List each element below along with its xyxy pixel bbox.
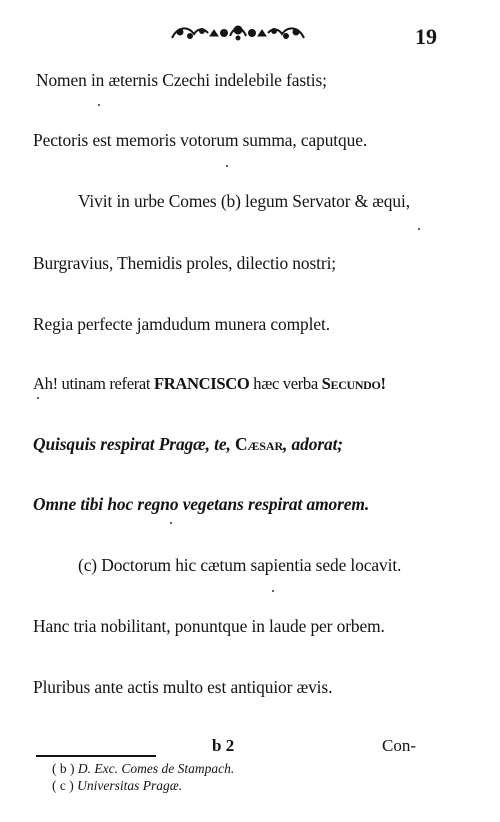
verse-line: Hanc tria nobilitant, ponuntque in laude per orbem. bbox=[33, 616, 385, 636]
footnote-mark: ( c ) bbox=[52, 778, 74, 793]
text-run: Quisquis respirat Pragæ, te, bbox=[33, 434, 235, 454]
verse-line: Nomen in æternis Czechi indelebile fastis; bbox=[36, 70, 327, 90]
floral-ornament-icon bbox=[168, 20, 308, 46]
print-speck bbox=[37, 397, 39, 399]
print-speck bbox=[418, 228, 420, 230]
footnote-text: D. Exc. Comes de Stampach. bbox=[77, 761, 235, 776]
footnote-mark: ( b ) bbox=[52, 761, 75, 776]
text-run: , adorat; bbox=[283, 434, 343, 454]
verse-line: Vivit in urbe Comes (b) legum Servator & æqui, bbox=[78, 191, 410, 211]
verse-line: Regia perfecte jamdudum munera complet. bbox=[33, 314, 330, 334]
verse-line bbox=[33, 372, 386, 396]
verse-line: Omne tibi hoc regno vegetans respirat amorem. bbox=[33, 494, 370, 514]
page-number: 19 bbox=[415, 24, 437, 49]
verse-line: Burgravius, Themidis proles, dilectio nostri; bbox=[33, 253, 337, 273]
print-speck bbox=[170, 522, 172, 524]
small-caps-text: Secundo! bbox=[321, 374, 386, 393]
print-speck bbox=[226, 165, 228, 167]
footnote bbox=[52, 778, 182, 794]
footnote-rule bbox=[36, 755, 156, 757]
footnote-text: Universitas Pragæ. bbox=[77, 778, 183, 793]
text-run: hæc verba bbox=[249, 374, 322, 393]
verse-line: (c) Doctorum hic cætum sapientia sede locavit. bbox=[78, 555, 402, 575]
verse-line: Pectoris est memoris votorum summa, caputque. bbox=[33, 130, 368, 150]
footnote bbox=[52, 761, 234, 777]
emperor-name: FRANCISCO bbox=[153, 374, 250, 393]
catchword: Con- bbox=[382, 736, 416, 755]
print-speck bbox=[272, 590, 274, 592]
signature-mark: b 2 bbox=[212, 736, 235, 755]
small-caps-text: Cæsar bbox=[234, 434, 284, 454]
verse-line bbox=[33, 432, 343, 456]
text-run: Ah! utinam referat bbox=[33, 374, 154, 393]
print-speck bbox=[98, 104, 100, 106]
verse-line: Pluribus ante actis multo est antiquior ævis. bbox=[33, 677, 333, 697]
